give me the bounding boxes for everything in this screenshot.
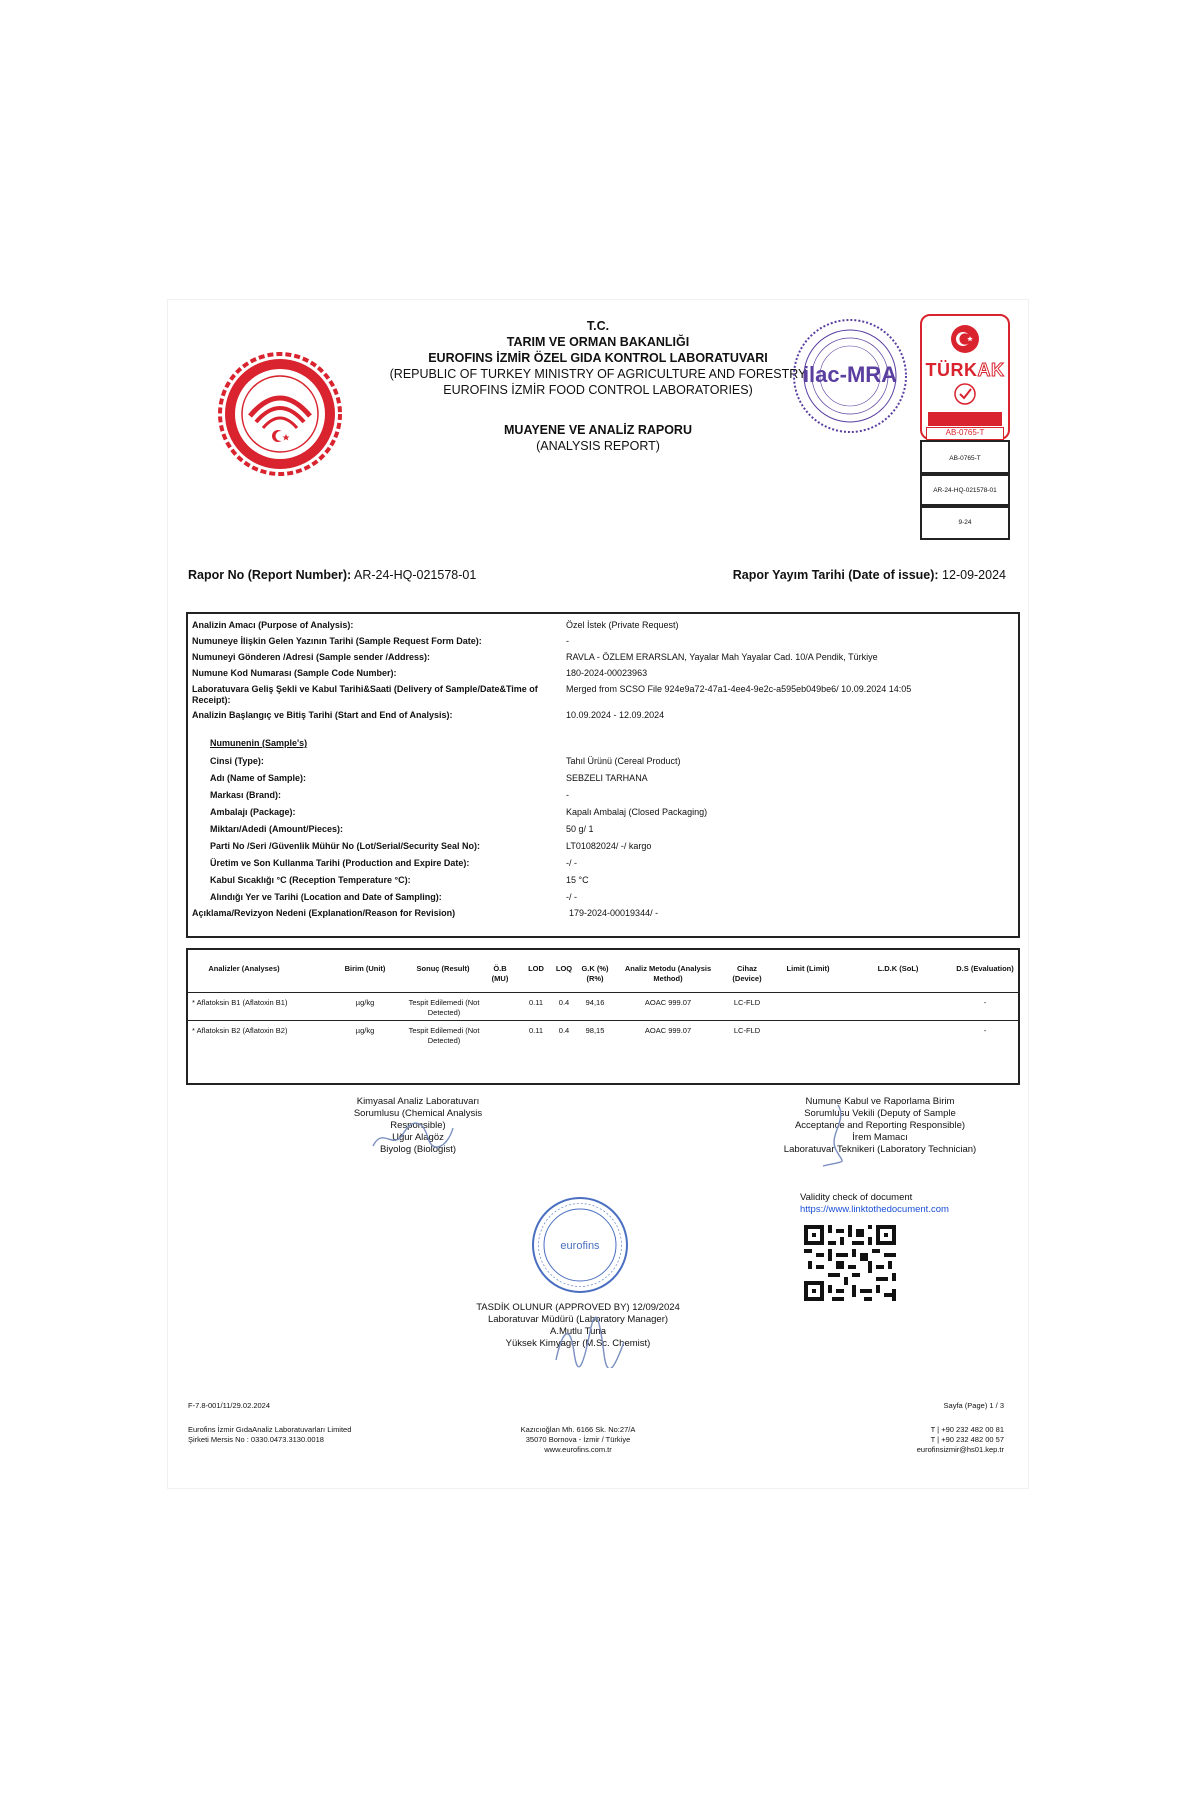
cell-analysis: * Aflatoksin B1 (Aflatoxin B1): [192, 998, 288, 1007]
cell-gk: 94,16: [585, 998, 605, 1007]
sample-acceptance-signature: [760, 1096, 1000, 1156]
sample-label: Cinsi (Type):: [210, 756, 264, 766]
cell-unit: µg/kg: [355, 1026, 375, 1035]
sample-value: -: [566, 790, 569, 800]
results-table: [186, 948, 1020, 1085]
sample-label: Markası (Brand):: [210, 790, 282, 800]
info-label: Analizin Amacı (Purpose of Analysis):: [192, 620, 354, 630]
report-title-en: (ANALYSIS REPORT): [536, 439, 660, 453]
approval-line: TASDİK OLUNUR (APPROVED BY) 12/09/2024: [476, 1302, 680, 1313]
cell-loq: 0.4: [558, 998, 570, 1007]
ilac-text: ilac-MRA: [802, 362, 898, 387]
footer-address: [498, 1425, 658, 1455]
footer-phone: T | +90 232 482 00 81: [930, 1425, 1004, 1434]
cell-loq: 0.4: [558, 1026, 570, 1035]
report-number-value: AR-24-HQ-021578-01: [354, 568, 477, 582]
header-line-tc: T.C.: [586, 319, 610, 333]
sig-left-line: Responsible): [390, 1120, 446, 1131]
cell-device: LC-FLD: [733, 998, 761, 1007]
cell-analysis: * Aflatoksin B2 (Aflatoxin B2): [192, 1026, 288, 1035]
footer-address-line: 35070 Bornova - İzmir / Türkiye: [525, 1435, 631, 1444]
report-number-label: Rapor No (Report Number):: [188, 568, 352, 582]
checkmark-icon: [953, 382, 977, 406]
info-value: Özel İstek (Private Request): [566, 620, 679, 630]
header-line-ministry-en: (REPUBLIC OF TURKEY MINISTRY OF AGRICULTURE AND FORESTRY: [389, 367, 807, 381]
header-line-lab: EUROFINS İZMİR ÖZEL GIDA KONTROL LABORATUVARI: [428, 351, 768, 365]
sig-right-line: Acceptance and Reporting Responsible): [794, 1120, 966, 1131]
handwritten-signature-right: [808, 1100, 868, 1170]
sig-left-title: Biyolog (Biologist): [379, 1144, 457, 1155]
handwritten-signature-left: [368, 1116, 458, 1156]
col-mu: Ö.B (MU): [491, 964, 509, 983]
report-date: [733, 568, 1006, 582]
sample-label: Miktarı/Adedi (Amount/Pieces):: [210, 824, 344, 834]
cell-method: AOAC 999.07: [644, 998, 692, 1007]
revision-value: 179-2024-00019344/ -: [569, 908, 659, 918]
analysis-report-page: [168, 300, 1028, 1488]
info-label: Analizin Başlangıç ve Bitiş Tarihi (Start and End of Analysis):: [192, 710, 453, 720]
info-value: -: [566, 636, 569, 646]
eurofins-text: eurofins: [560, 1240, 600, 1252]
info-value: 180-2024-00023963: [566, 668, 648, 678]
col-unit: Birim (Unit): [344, 964, 386, 973]
col-lod: LOD: [528, 964, 544, 973]
footer-phone: T | +90 232 482 00 57: [930, 1435, 1004, 1444]
col-limit: Limit (Limit): [786, 964, 830, 973]
header-line-lab-en: EUROFINS İZMİR FOOD CONTROL LABORATORIES): [443, 383, 753, 397]
info-label: Laboratuvara Geliş Şekli ve Kabul Tarihi&Saati (Delivery of Sample/Date&Time of Receipt):: [192, 684, 538, 705]
revision-label: Açıklama/Revizyon Nedeni (Explanation/Reason for Revision): [192, 908, 456, 918]
col-loq: LOQ: [555, 964, 573, 973]
footer-company: [188, 1425, 351, 1445]
revision-box: 9-24: [920, 504, 1010, 540]
cell-evaluation: -: [983, 1026, 987, 1035]
report-date-value: 12-09-2024: [942, 568, 1006, 582]
col-method: Analiz Metodu (Analysis Method): [624, 964, 712, 983]
accreditation-code-box: AB-0765-T: [920, 440, 1010, 476]
row-divider: [188, 1020, 1018, 1021]
footer-company-line: Eurofins İzmir GıdaAnaliz Laboratuvarları Limited: [188, 1425, 352, 1434]
sample-value: 50 g/ 1: [566, 824, 594, 834]
header-line-ministry: TARIM VE ORMAN BAKANLIĞI: [506, 335, 690, 349]
info-value: RAVLA - ÖZLEM ERARSLAN, Yayalar Mah Yayalar Cad. 10/A Pendik, Türkiye: [566, 652, 878, 662]
footer-company-line: Şirketi Mersis No : 0330.0473.3130.0018: [188, 1435, 324, 1444]
turkak-name-outline: AK: [977, 360, 1005, 380]
footer-address-line: Kazıcıoğlan Mh. 6166 Sk. No:27/A: [520, 1425, 636, 1434]
info-label: Numuneye İlişkin Gelen Yazının Tarihi (Sample Request Form Date):: [192, 636, 482, 646]
turkak-band: [928, 412, 1002, 426]
ilac-mra-logo-icon: [790, 316, 910, 436]
col-device: Cihaz (Device): [732, 964, 762, 983]
sample-label: Ambalajı (Package):: [210, 807, 296, 817]
cell-gk: 98,15: [585, 1026, 605, 1035]
footer-website[interactable]: www.eurofins.com.tr: [544, 1445, 612, 1454]
sample-value: -/ -: [566, 858, 577, 868]
sig-right-title: Laboratuvar Teknikeri (Laboratory Technician): [783, 1144, 977, 1155]
col-gk: G.K (%) (R%): [581, 964, 609, 983]
report-number-box: AR-24-HQ-021578-01: [920, 472, 1010, 508]
sample-label: Üretim ve Son Kullanma Tarihi (Production and Expire Date):: [210, 858, 470, 868]
cell-lod: 0.11: [528, 998, 544, 1007]
validity-label: Validity check of document: [800, 1192, 913, 1203]
sample-value: SEBZELI TARHANA: [566, 773, 648, 783]
turkak-flag-icon: [950, 324, 980, 354]
eurofins-seal-icon: [530, 1195, 630, 1295]
qr-code-icon[interactable]: [804, 1224, 896, 1302]
sig-right-line: Sorumlusu Vekili (Deputy of Sample: [804, 1108, 956, 1119]
turkak-name: [922, 360, 1008, 381]
validity-check: [800, 1192, 949, 1216]
approval-degree: Yüksek Kimyager (M.Sc. Chemist): [505, 1338, 651, 1349]
sample-value: Kapalı Ambalaj (Closed Packaging): [566, 807, 708, 817]
cell-result: Tespit Edilemedi (Not Detected): [408, 998, 480, 1017]
col-evaluation: D.S (Evaluation): [956, 964, 1014, 973]
report-number: [188, 568, 476, 582]
info-label: Numune Kod Numarası (Sample Code Number):: [192, 668, 397, 678]
cell-method: AOAC 999.07: [644, 1026, 692, 1035]
sample-value: Tahıl Ürünü (Cereal Product): [566, 756, 681, 766]
sample-value: -/ -: [566, 892, 577, 902]
cell-result: Tespit Edilemedi (Not Detected): [408, 1026, 480, 1045]
report-title-tr: MUAYENE VE ANALİZ RAPORU: [504, 423, 692, 437]
sig-left-line: Sorumlusu (Chemical Analysis: [353, 1108, 483, 1119]
page-number: Sayfa (Page) 1 / 3: [943, 1401, 1004, 1410]
info-value: Merged from SCSO File 924e9a72-47a1-4ee4-9e2c-a595eb049be6/ 10.09.2024 14:05: [566, 684, 912, 694]
approval-title: Laboratuvar Müdürü (Laboratory Manager): [487, 1314, 669, 1325]
cell-lod: 0.11: [528, 1026, 544, 1035]
footer-email[interactable]: eurofinsizmir@hs01.kep.tr: [916, 1445, 1004, 1454]
handwritten-signature-approval: [548, 1312, 628, 1368]
form-code: F-7.8-001/11/29.02.2024: [188, 1401, 271, 1410]
sample-label: Alındığı Yer ve Tarihi (Location and Date of Sampling):: [210, 892, 442, 902]
sample-label: Parti No /Seri /Güvenlik Mühür No (Lot/Serial/Security Seal No):: [210, 841, 481, 851]
cell-evaluation: -: [983, 998, 987, 1007]
validity-link[interactable]: https://www.linktothedocument.com: [800, 1204, 949, 1215]
sample-heading: Numunenin (Sample's): [210, 738, 308, 748]
info-value: 10.09.2024 - 12.09.2024: [566, 710, 665, 720]
sample-label: Kabul Sıcaklığı °C (Reception Temperature °C):: [210, 875, 411, 885]
sample-label: Adı (Name of Sample):: [210, 773, 307, 783]
report-date-label: Rapor Yayım Tarihi (Date of issue):: [732, 568, 939, 582]
turkak-name-red: TÜRK: [925, 360, 978, 380]
sig-right-line: Numune Kabul ve Raporlama Birim: [805, 1096, 955, 1107]
header-divider: [188, 992, 1018, 993]
sample-value: 15 °C: [566, 875, 589, 885]
sig-left-line: Kimyasal Analiz Laboratuvarı: [356, 1096, 480, 1107]
sig-left-name: Uğur Alagöz: [392, 1132, 444, 1143]
col-sol: L.D.K (SoL): [877, 964, 919, 973]
turkak-code: AB-0765-T: [926, 427, 1004, 440]
cell-device: LC-FLD: [733, 1026, 761, 1035]
sample-value: LT01082024/ -/ kargo: [566, 841, 652, 851]
col-analyses: Analizler (Analyses): [208, 964, 280, 973]
sig-right-name: İrem Mamacı: [852, 1132, 908, 1143]
cell-unit: µg/kg: [355, 998, 375, 1007]
info-label: Numuneyi Gönderen /Adresi (Sample sender /Address):: [192, 652, 431, 662]
approval-name: A.Mutlu Tuna: [550, 1326, 606, 1337]
col-result: Sonuç (Result): [416, 964, 470, 973]
sample-info-box: [186, 612, 1020, 938]
turkak-logo: [920, 314, 1010, 440]
footer-contact: [917, 1425, 1004, 1455]
